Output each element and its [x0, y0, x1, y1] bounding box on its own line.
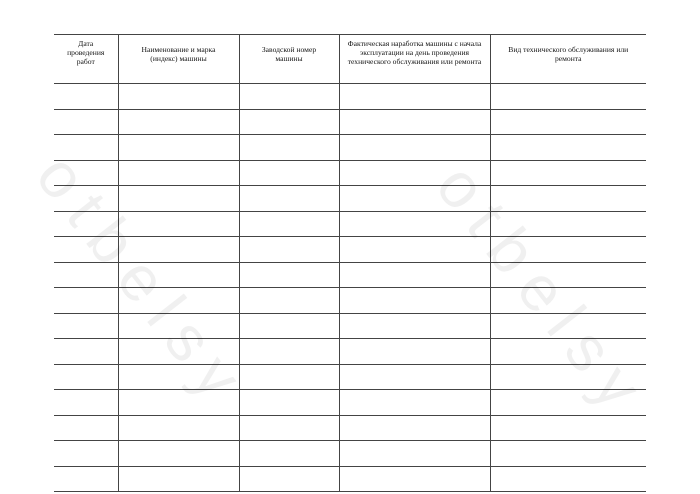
table-cell[interactable]	[118, 364, 239, 390]
table-cell[interactable]	[54, 211, 118, 237]
table-cell[interactable]	[239, 211, 339, 237]
table-cell[interactable]	[118, 160, 239, 186]
table-cell[interactable]	[54, 186, 118, 212]
table-cell[interactable]	[239, 390, 339, 416]
watermark: otbelsy	[22, 140, 265, 422]
table-cell[interactable]	[490, 211, 646, 237]
table-row	[54, 390, 646, 416]
header-date: Дата проведения работ	[54, 35, 118, 84]
table-cell[interactable]	[339, 466, 490, 492]
table-cell[interactable]	[339, 237, 490, 263]
table-cell[interactable]	[54, 466, 118, 492]
table-row	[54, 415, 646, 441]
watermark: otbelsy	[422, 150, 665, 432]
table-cell[interactable]	[339, 84, 490, 110]
table-cell[interactable]	[239, 415, 339, 441]
table-cell[interactable]	[118, 466, 239, 492]
table-cell[interactable]	[239, 84, 339, 110]
table-cell[interactable]	[339, 390, 490, 416]
table-row	[54, 211, 646, 237]
header-operating-hours: Фактическая наработка машины с начала эксплуатации на день проведения технического обслуживания или ремонта	[339, 35, 490, 84]
table-cell[interactable]	[239, 109, 339, 135]
table-row	[54, 237, 646, 263]
table-cell[interactable]	[339, 160, 490, 186]
table-cell[interactable]	[54, 109, 118, 135]
table-cell[interactable]	[239, 441, 339, 467]
table-cell[interactable]	[490, 390, 646, 416]
table-cell[interactable]	[239, 364, 339, 390]
table-cell[interactable]	[239, 160, 339, 186]
table-cell[interactable]	[239, 135, 339, 161]
table-cell[interactable]	[54, 288, 118, 314]
table-cell[interactable]	[339, 313, 490, 339]
table-cell[interactable]	[118, 288, 239, 314]
table-cell[interactable]	[118, 441, 239, 467]
table-cell[interactable]	[490, 313, 646, 339]
table-cell[interactable]	[54, 84, 118, 110]
table-cell[interactable]	[239, 237, 339, 263]
table-cell[interactable]	[54, 364, 118, 390]
table-cell[interactable]	[54, 390, 118, 416]
table-row	[54, 339, 646, 365]
table-cell[interactable]	[490, 84, 646, 110]
table-cell[interactable]	[339, 211, 490, 237]
table-cell[interactable]	[239, 288, 339, 314]
table-cell[interactable]	[54, 262, 118, 288]
table-cell[interactable]	[339, 109, 490, 135]
table-cell[interactable]	[54, 313, 118, 339]
table-cell[interactable]	[490, 160, 646, 186]
header-serial-number: Заводской номер машины	[239, 35, 339, 84]
table-cell[interactable]	[118, 84, 239, 110]
table-row	[54, 135, 646, 161]
table-cell[interactable]	[490, 262, 646, 288]
table-cell[interactable]	[339, 441, 490, 467]
table-row	[54, 109, 646, 135]
table-row	[54, 84, 646, 110]
table-cell[interactable]	[490, 109, 646, 135]
table-cell[interactable]	[339, 135, 490, 161]
table-cell[interactable]	[490, 339, 646, 365]
table-cell[interactable]	[118, 390, 239, 416]
table-cell[interactable]	[54, 415, 118, 441]
table-cell[interactable]	[118, 211, 239, 237]
table-cell[interactable]	[339, 186, 490, 212]
table-cell[interactable]	[54, 160, 118, 186]
table-cell[interactable]	[54, 135, 118, 161]
table-cell[interactable]	[490, 186, 646, 212]
table-cell[interactable]	[339, 339, 490, 365]
table-cell[interactable]	[54, 339, 118, 365]
table-cell[interactable]	[339, 364, 490, 390]
table-cell[interactable]	[239, 186, 339, 212]
table-cell[interactable]	[118, 237, 239, 263]
table-cell[interactable]	[118, 339, 239, 365]
table-row	[54, 288, 646, 314]
table-cell[interactable]	[118, 313, 239, 339]
table-cell[interactable]	[118, 135, 239, 161]
table-cell[interactable]	[239, 262, 339, 288]
table-row	[54, 364, 646, 390]
table-row	[54, 186, 646, 212]
table-cell[interactable]	[339, 262, 490, 288]
maintenance-log-table	[54, 34, 646, 492]
table-row	[54, 160, 646, 186]
table-cell[interactable]	[490, 288, 646, 314]
table-cell[interactable]	[490, 135, 646, 161]
table-row	[54, 262, 646, 288]
table-cell[interactable]	[118, 262, 239, 288]
table-row	[54, 441, 646, 467]
header-machine-name: Наименование и марка (индекс) машины	[118, 35, 239, 84]
table-cell[interactable]	[490, 466, 646, 492]
table-cell[interactable]	[118, 109, 239, 135]
table-cell[interactable]	[239, 466, 339, 492]
table-cell[interactable]	[339, 288, 490, 314]
table-cell[interactable]	[490, 441, 646, 467]
table-row	[54, 466, 646, 492]
table-cell[interactable]	[490, 415, 646, 441]
table-cell[interactable]	[490, 364, 646, 390]
table-cell[interactable]	[118, 186, 239, 212]
table-cell[interactable]	[54, 441, 118, 467]
table-cell[interactable]	[54, 237, 118, 263]
table-cell[interactable]	[239, 339, 339, 365]
table-cell[interactable]	[239, 313, 339, 339]
table-row	[54, 313, 646, 339]
table-cell[interactable]	[490, 237, 646, 263]
header-service-type: Вид технического обслуживания или ремонта	[490, 35, 646, 84]
header-row	[54, 35, 646, 84]
table-cell[interactable]	[118, 415, 239, 441]
table-cell[interactable]	[339, 415, 490, 441]
